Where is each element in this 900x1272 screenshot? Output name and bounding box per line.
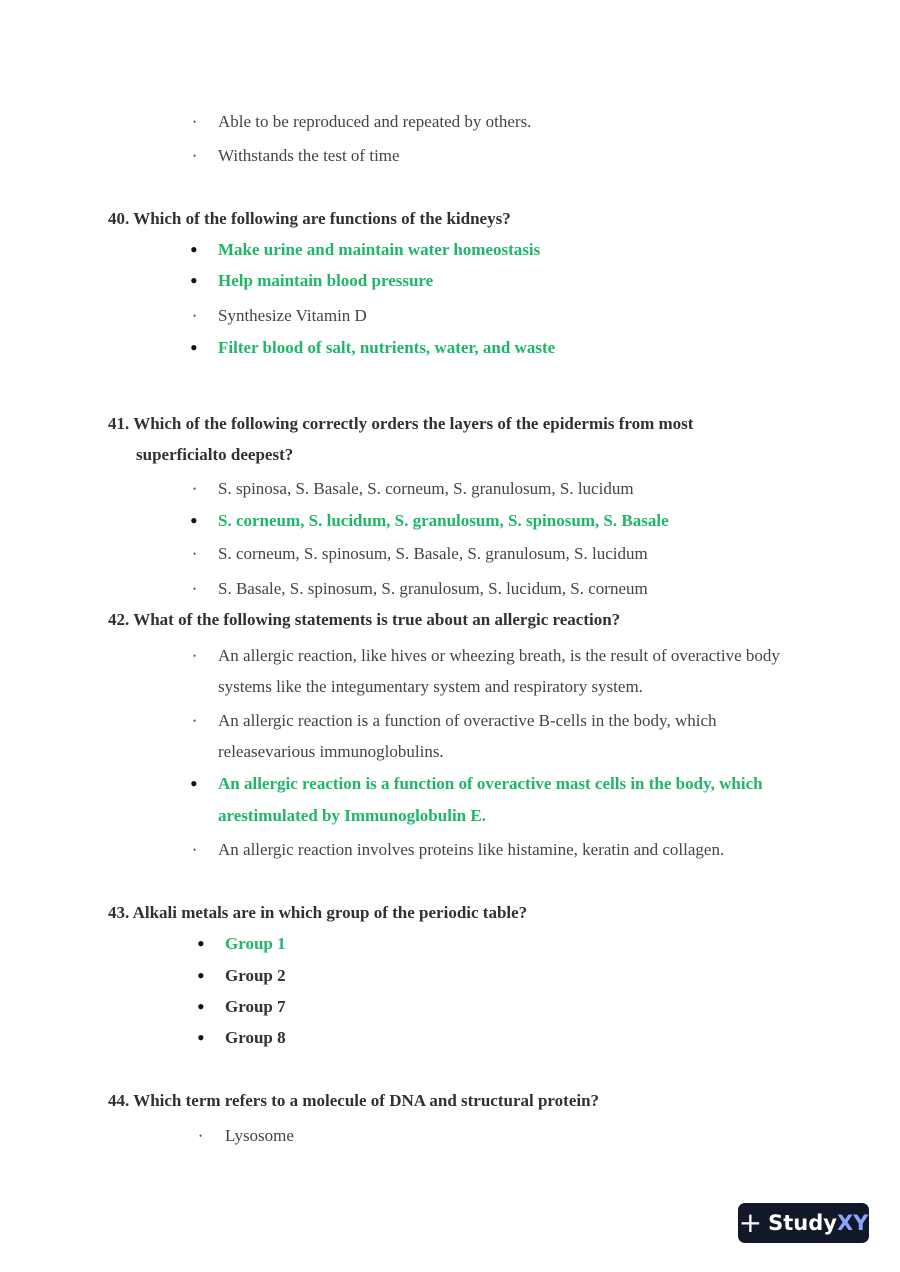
answer-option: An allergic reaction, like hives or wheezing breath, is the result of overactive body	[218, 646, 780, 665]
bullet-icon: •	[190, 335, 198, 360]
question-text: Which of the following correctly orders the layers of the epidermis from most	[133, 414, 694, 433]
answer-option-correct: Help maintain blood pressure	[218, 271, 434, 290]
question-text: Which term refers to a molecule of DNA and structural protein?	[133, 1091, 600, 1110]
bullet-icon: •	[190, 268, 198, 293]
bullet-icon: •	[190, 508, 198, 533]
logo-text-prefix: Study	[768, 1211, 837, 1235]
logo-text-suffix: XY	[836, 1211, 869, 1235]
answer-option: Group 2	[225, 966, 286, 985]
question-42	[108, 609, 620, 631]
bullet-icon: •	[199, 1131, 203, 1141]
bullet-icon: •	[193, 584, 197, 594]
question-number: 44.	[108, 1091, 130, 1110]
bullet-icon: •	[193, 484, 197, 494]
question-text: Alkali metals are in which group of the periodic table?	[132, 903, 528, 922]
answer-option-correct: Make urine and maintain water homeostasis	[218, 240, 541, 259]
question-44	[108, 1090, 599, 1112]
bullet-icon: •	[197, 931, 205, 956]
studyxy-logo[interactable]	[738, 1203, 869, 1243]
answer-option-correct: An allergic reaction is a function of overactive mast cells in the body, which	[218, 774, 763, 793]
answer-option-continued: releasevarious immunoglobulins.	[218, 742, 444, 761]
bullet-icon: •	[193, 311, 197, 321]
question-43	[108, 902, 527, 924]
bullet-icon: •	[193, 117, 197, 127]
answer-option: An allergic reaction is a function of overactive B-cells in the body, which	[218, 711, 717, 730]
answer-option: S. Basale, S. spinosum, S. granulosum, S. lucidum, S. corneum	[218, 579, 648, 598]
answer-option-correct: Group 1	[225, 934, 286, 953]
plus-icon: +	[738, 1206, 763, 1239]
answer-option-correct-continued: arestimulated by Immunoglobulin E.	[218, 806, 486, 825]
bullet-icon: •	[193, 549, 197, 559]
question-number: 43.	[108, 903, 130, 922]
bullet-icon: •	[193, 651, 197, 661]
bullet-icon: •	[193, 845, 197, 855]
bullet-icon: •	[190, 237, 198, 262]
list-item: Able to be reproduced and repeated by others.	[218, 112, 532, 131]
question-40	[108, 208, 511, 230]
bullet-icon: •	[197, 994, 205, 1019]
answer-option: Group 8	[225, 1028, 286, 1047]
question-number: 42.	[108, 610, 130, 629]
answer-option: S. spinosa, S. Basale, S. corneum, S. granulosum, S. lucidum	[218, 479, 634, 498]
answer-option: S. corneum, S. spinosum, S. Basale, S. granulosum, S. lucidum	[218, 544, 648, 563]
question-number: 40.	[108, 209, 130, 228]
bullet-icon: •	[193, 151, 197, 161]
question-text: Which of the following are functions of the kidneys?	[133, 209, 511, 228]
answer-option: Synthesize Vitamin D	[218, 306, 367, 325]
answer-option-correct: Filter blood of salt, nutrients, water, and waste	[218, 338, 556, 357]
bullet-icon: •	[190, 771, 198, 796]
question-number: 41.	[108, 414, 130, 433]
answer-option: Group 7	[225, 997, 286, 1016]
answer-option: Lysosome	[225, 1126, 294, 1145]
list-item: Withstands the test of time	[218, 146, 400, 165]
answer-option-correct: S. corneum, S. lucidum, S. granulosum, S. spinosum, S. Basale	[218, 511, 669, 530]
bullet-icon: •	[197, 1025, 205, 1050]
answer-option-continued: systems like the integumentary system and respiratory system.	[218, 677, 643, 696]
bullet-icon: •	[197, 963, 205, 988]
bullet-icon: •	[193, 716, 197, 726]
question-41	[108, 413, 693, 435]
question-text: What of the following statements is true about an allergic reaction?	[133, 610, 621, 629]
question-text-continued: superficialto deepest?	[136, 445, 294, 464]
answer-option: An allergic reaction involves proteins like histamine, keratin and collagen.	[218, 840, 725, 859]
